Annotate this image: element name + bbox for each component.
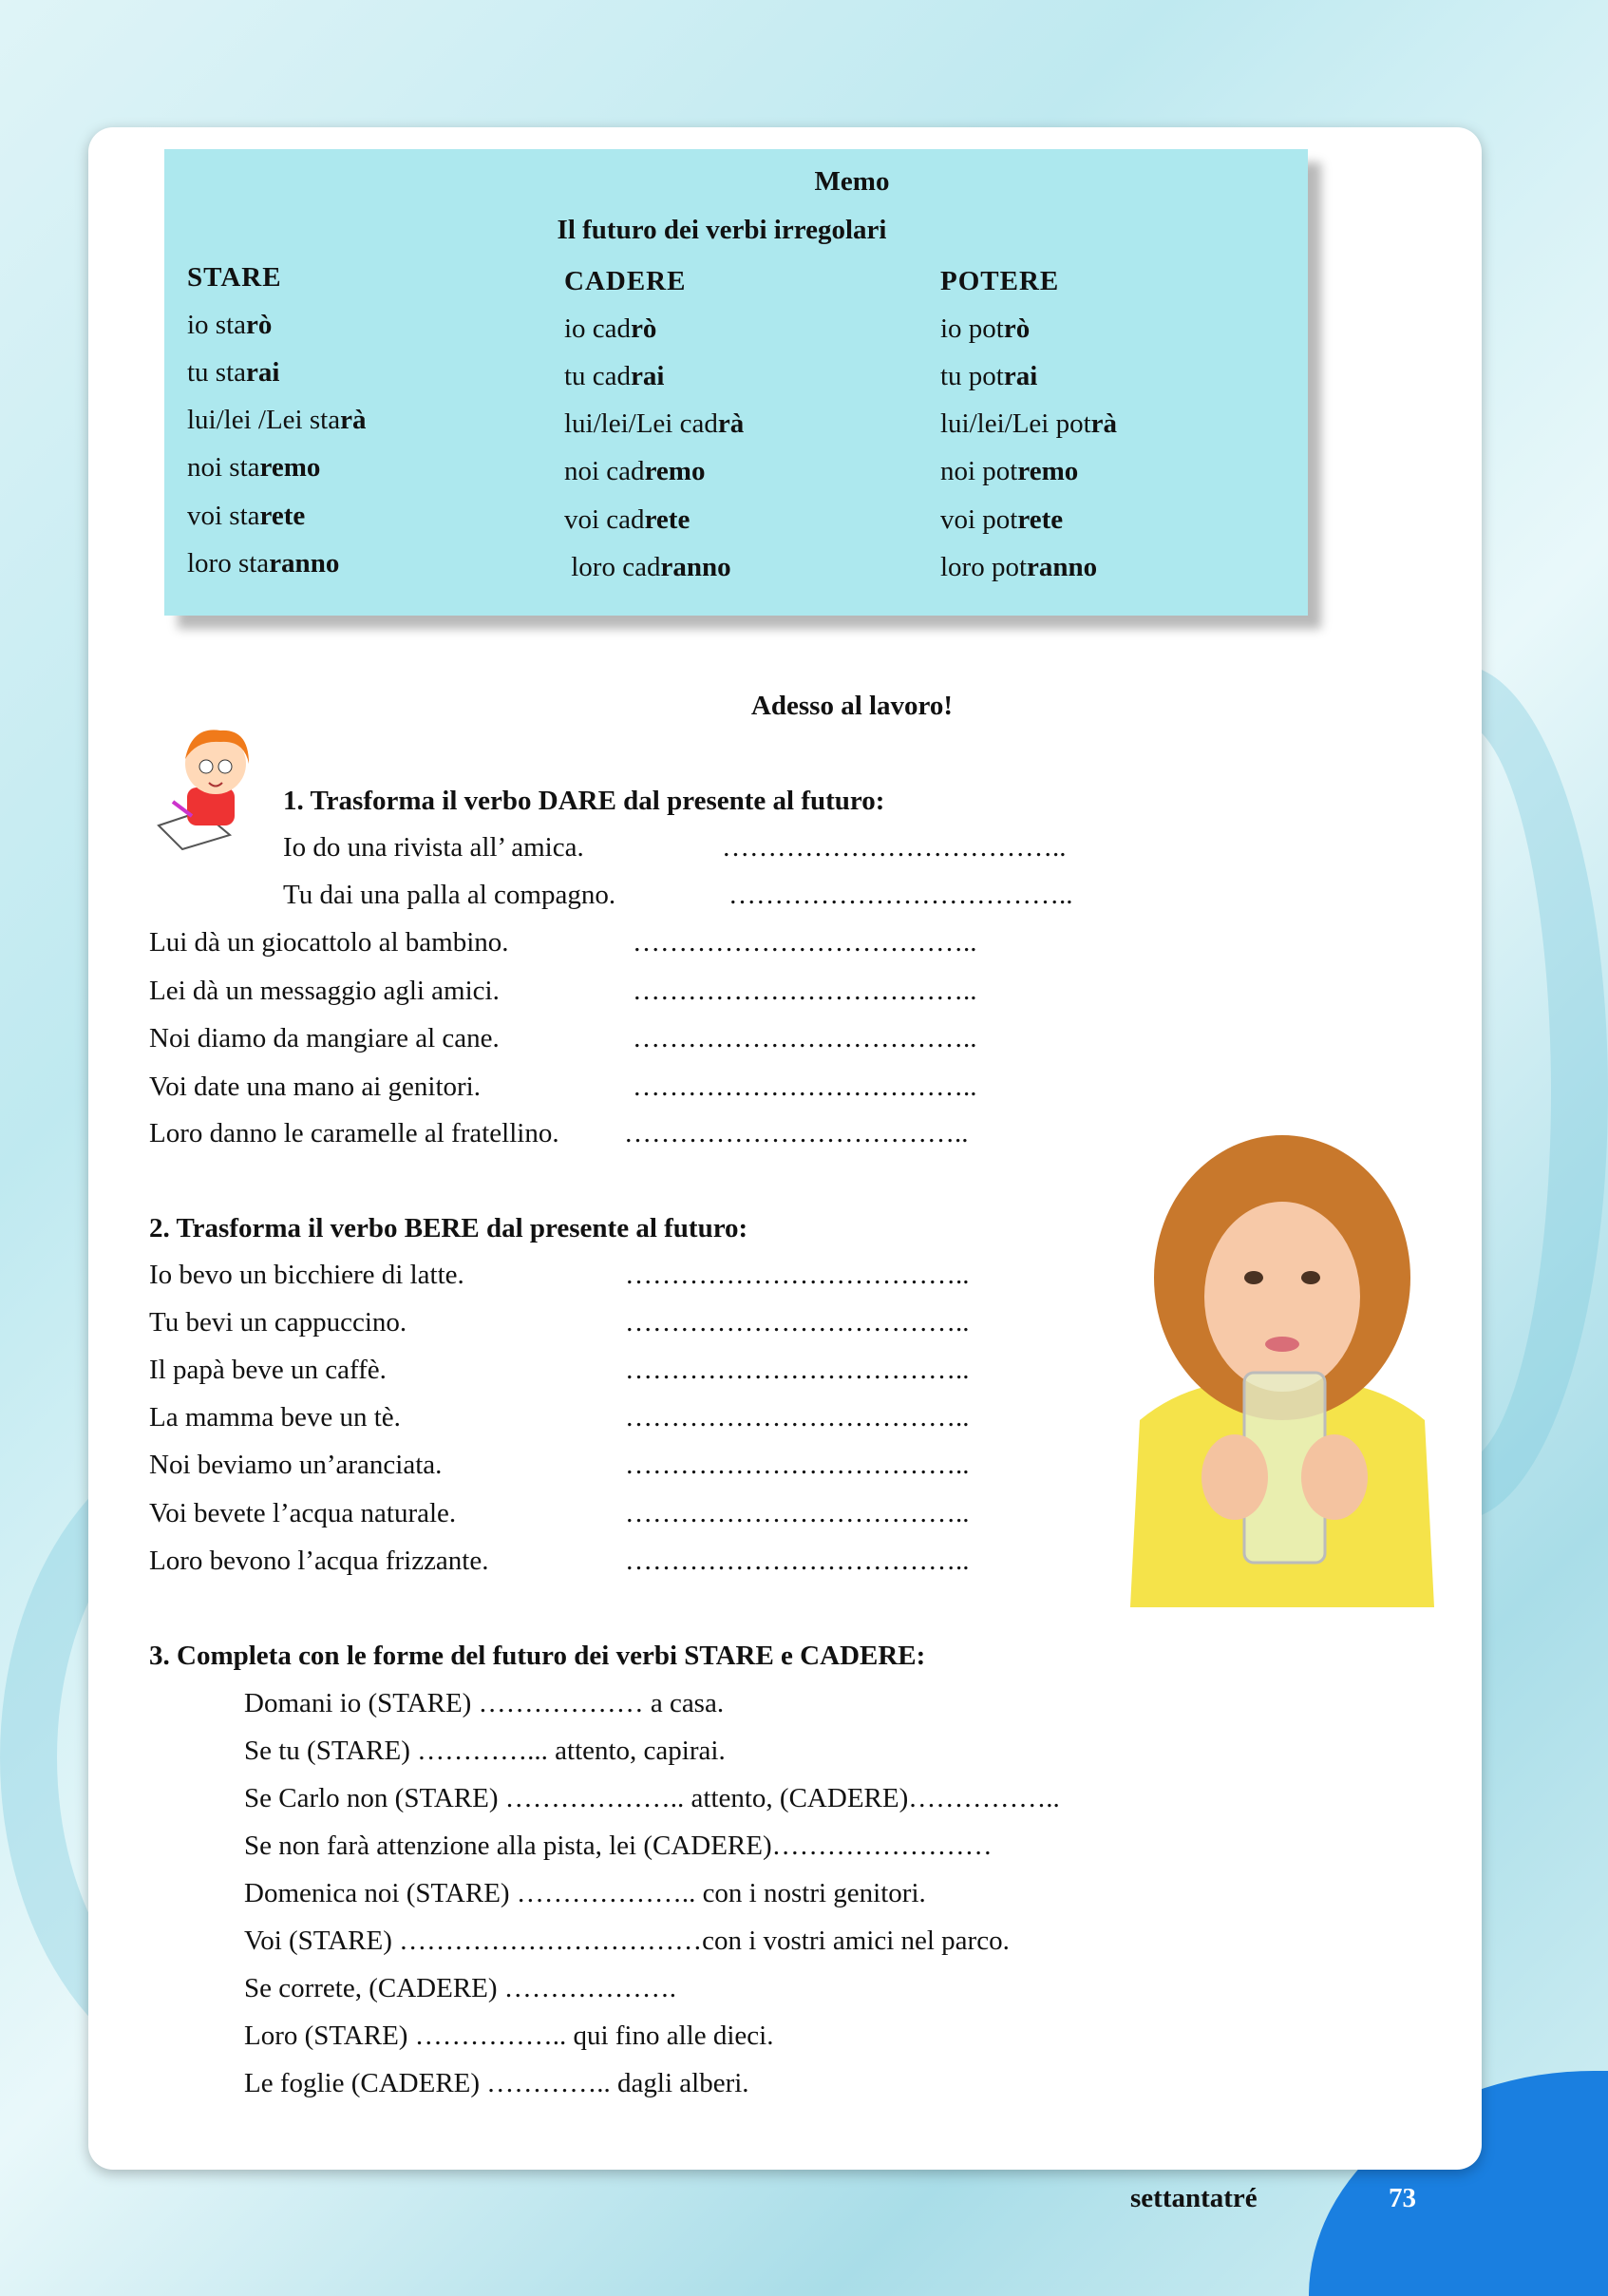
verb-ending: remo: [259, 452, 321, 483]
verb-ending: rà: [1090, 408, 1118, 439]
answer-blank[interactable]: ………………………………..: [625, 1260, 970, 1290]
conjugation-row: [564, 360, 665, 392]
exercise-1-heading: 1. Trasforma il verbo DARE dal presente al futuro:: [283, 786, 885, 816]
conjugation-row: [940, 360, 1037, 392]
verb-ending: ranno: [269, 548, 340, 579]
memo-column-heading: POTERE: [940, 266, 1060, 296]
verb-ending: rete: [259, 501, 306, 531]
verb-ending: remo: [644, 456, 706, 486]
fill-in-sentence[interactable]: Se Carlo non (STARE) ……………….. attento, (CADERE)……………..: [244, 1783, 1060, 1813]
fill-in-sentence[interactable]: Domenica noi (STARE) ……………….. con i nostri genitori.: [244, 1878, 926, 1908]
memo-subtitle: Il futuro dei verbi irregolari: [557, 215, 887, 245]
verb-stem: voi sta: [187, 501, 260, 531]
child-writing-illustration: [154, 721, 266, 850]
conjugation-row: [564, 455, 705, 487]
verb-stem: tu cad: [564, 361, 632, 391]
verb-stem: noi sta: [187, 452, 260, 483]
verb-stem: lui/lei/Lei pot: [940, 408, 1091, 439]
answer-blank[interactable]: ………………………………..: [625, 1497, 970, 1528]
answer-blank[interactable]: ………………………………..: [625, 1402, 970, 1433]
exercise-1-sentence: Loro danno le caramelle al fratellino.: [149, 1118, 559, 1148]
conjugation-row: [187, 404, 366, 436]
fill-in-sentence[interactable]: Voi (STARE) ……………………………con i vostri amici nel parco.: [244, 1926, 1010, 1956]
verb-ending: rai: [631, 361, 665, 391]
verb-stem: loro cad: [564, 552, 661, 582]
verb-stem: io pot: [940, 313, 1004, 344]
fill-in-sentence[interactable]: Se tu (STARE) …………... attento, capirai.: [244, 1736, 726, 1766]
conjugation-row: [187, 356, 279, 389]
exercise-1-sentence: Lei dà un messaggio agli amici.: [149, 976, 500, 1006]
verb-ending: ranno: [1027, 552, 1098, 582]
verb-stem: loro sta: [187, 548, 270, 579]
answer-blank[interactable]: ………………………………..: [633, 976, 977, 1006]
verb-ending: rò: [246, 310, 273, 340]
exercise-1-sentence: Noi diamo da mangiare al cane.: [149, 1023, 500, 1053]
verb-ending: rò: [1003, 313, 1031, 344]
answer-blank[interactable]: ………………………………..: [728, 880, 1073, 910]
conjugation-row: [564, 408, 744, 440]
verb-ending: remo: [1017, 456, 1079, 486]
conjugation-row: [564, 551, 731, 583]
verb-ending: rai: [246, 357, 280, 388]
exercise-2-sentence: La mamma beve un tè.: [149, 1402, 401, 1433]
exercise-1-sentence: Voi date una mano ai genitori.: [149, 1072, 481, 1102]
girl-with-glass-photo: [1121, 1135, 1444, 1607]
exercise-1-sentence: Tu dai una palla al compagno.: [283, 880, 616, 910]
page-number: 73: [1389, 2183, 1416, 2213]
verb-ending: rà: [717, 408, 745, 439]
exercise-1-sentence: Io do una rivista all’ amica.: [283, 832, 584, 863]
verb-stem: tu pot: [940, 361, 1004, 391]
verb-ending: rà: [340, 405, 367, 435]
verb-stem: noi cad: [564, 456, 645, 486]
verb-stem: lui/lei /Lei sta: [187, 405, 341, 435]
conjugation-row: [940, 551, 1097, 583]
verb-ending: ranno: [660, 552, 731, 582]
answer-blank[interactable]: ………………………………..: [633, 927, 977, 958]
fill-in-sentence[interactable]: Se correte, (CADERE) ……………….: [244, 1973, 677, 2003]
answer-blank[interactable]: ………………………………..: [722, 832, 1067, 863]
exercise-2-sentence: Io bevo un bicchiere di latte.: [149, 1260, 464, 1290]
page-word: settantatré: [1130, 2183, 1258, 2213]
conjugation-row: [187, 500, 305, 532]
exercise-2-sentence: Tu bevi un cappuccino.: [149, 1307, 407, 1338]
conjugation-row: [187, 309, 272, 341]
answer-blank[interactable]: ………………………………..: [633, 1072, 977, 1102]
conjugation-row: [564, 503, 690, 536]
answer-blank[interactable]: ………………………………..: [625, 1450, 970, 1481]
verb-ending: rete: [1017, 504, 1064, 535]
conjugation-row: [187, 547, 339, 579]
fill-in-sentence[interactable]: Le foglie (CADERE) ………….. dagli alberi.: [244, 2068, 749, 2098]
verb-stem: loro pot: [940, 552, 1028, 582]
answer-blank[interactable]: ………………………………..: [633, 1023, 977, 1053]
exercise-3-heading: 3. Completa con le forme del futuro dei verbi STARE e CADERE:: [149, 1641, 926, 1671]
verb-stem: io sta: [187, 310, 247, 340]
verb-stem: noi pot: [940, 456, 1018, 486]
answer-blank[interactable]: ………………………………..: [625, 1307, 970, 1338]
verb-ending: rai: [1003, 361, 1038, 391]
conjugation-row: [187, 451, 320, 484]
memo-column-heading: STARE: [187, 262, 282, 293]
verb-stem: tu sta: [187, 357, 247, 388]
answer-blank[interactable]: ………………………………..: [624, 1118, 969, 1148]
answer-blank[interactable]: ………………………………..: [625, 1355, 970, 1386]
exercise-2-sentence: Voi bevete l’acqua naturale.: [149, 1497, 457, 1528]
exercise-1-sentence: Lui dà un giocattolo al bambino.: [149, 927, 509, 958]
memo-column-heading: CADERE: [564, 266, 687, 296]
memo-title: Memo: [814, 166, 890, 197]
exercise-2-heading: 2. Trasforma il verbo BERE dal presente al futuro:: [149, 1213, 748, 1243]
exercise-2-sentence: Noi beviamo un’aranciata.: [149, 1450, 443, 1481]
fill-in-sentence[interactable]: Se non farà attenzione alla pista, lei (CADERE)……………………: [244, 1831, 993, 1861]
conjugation-row: [940, 408, 1117, 440]
section-heading: Adesso al lavoro!: [750, 691, 954, 721]
fill-in-sentence[interactable]: Loro (STARE) …………….. qui fino alle dieci.: [244, 2021, 774, 2051]
verb-stem: voi cad: [564, 504, 645, 535]
conjugation-row: [940, 313, 1030, 345]
conjugation-row: [564, 313, 656, 345]
verb-stem: lui/lei/Lei cad: [564, 408, 718, 439]
answer-blank[interactable]: ………………………………..: [625, 1545, 970, 1576]
conjugation-row: [940, 455, 1078, 487]
verb-ending: rò: [631, 313, 657, 344]
conjugation-row: [940, 503, 1063, 536]
fill-in-sentence[interactable]: Domani io (STARE) ……………… a casa.: [244, 1688, 725, 1718]
verb-stem: io cad: [564, 313, 632, 344]
exercise-2-sentence: Loro bevono l’acqua frizzante.: [149, 1545, 489, 1576]
verb-stem: voi pot: [940, 504, 1018, 535]
exercise-2-sentence: Il papà beve un caffè.: [149, 1355, 387, 1386]
verb-ending: rete: [644, 504, 690, 535]
